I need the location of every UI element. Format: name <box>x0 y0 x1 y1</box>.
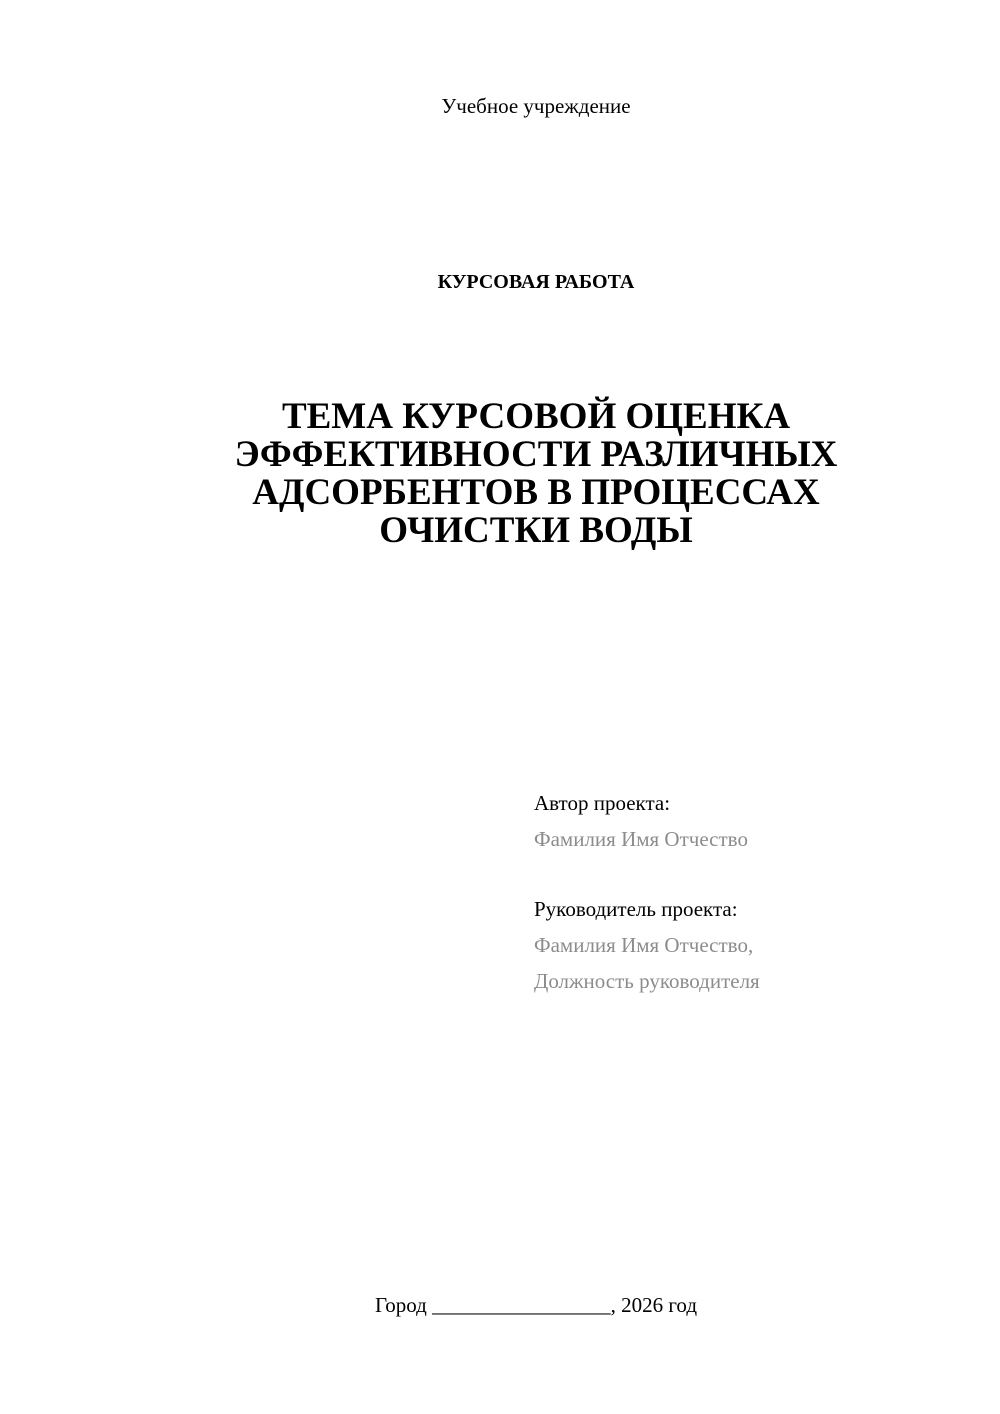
city-year-line: Город _________________, 2026 год <box>374 1293 698 1317</box>
author-block <box>534 785 974 857</box>
title-line: ОЧИСТКИ ВОДЫ <box>379 510 693 551</box>
document-type: КУРСОВАЯ РАБОТА <box>437 271 635 293</box>
title-line: ТЕМА КУРСОВОЙ ОЦЕНКА <box>281 396 791 437</box>
author-label: Автор проекта: <box>534 791 671 815</box>
title-line: ЭФФЕКТИВНОСТИ РАЗЛИЧНЫХ <box>234 434 838 475</box>
title-line: АДСОРБЕНТОВ В ПРОЦЕССАХ <box>252 472 820 513</box>
document-title <box>200 398 872 550</box>
supervisor-label: Руководитель проекта: <box>534 897 738 921</box>
institution-name: Учебное учреждение <box>441 94 631 118</box>
supervisor-block <box>534 891 974 999</box>
author-name: Фамилия Имя Отчество <box>534 827 748 851</box>
supervisor-name: Фамилия Имя Отчество, <box>534 933 754 957</box>
supervisor-position: Должность руководителя <box>534 969 760 993</box>
